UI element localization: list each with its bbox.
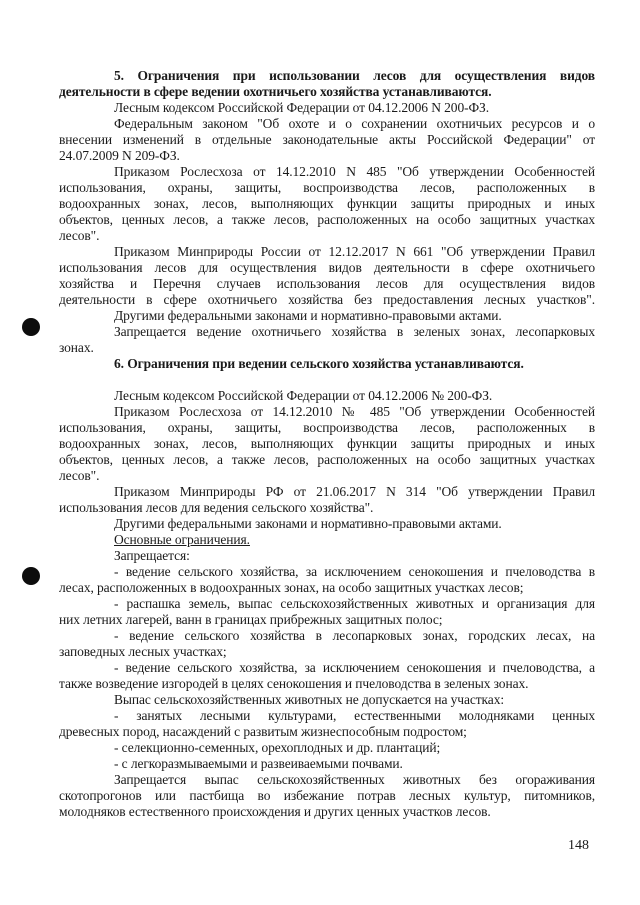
- list-item-line: - ведение сельского хозяйства в лесопарковых зонах, городских лесах, на: [114, 628, 595, 643]
- list-item-line: - ведение сельского хозяйства, за исключением сенокошения и пчеловодства в: [114, 564, 595, 579]
- list-item-line: - селекционно-семенных, орехоплодных и др. плантаций;: [114, 740, 441, 755]
- paragraph-line: водоохранных зонах, лесов, выполняющих функции защиты природных и иных: [59, 436, 595, 451]
- paragraph-line: Запрещается:: [114, 548, 190, 563]
- paragraph-line: 24.07.2009 N 209-ФЗ.: [59, 148, 180, 163]
- punch-hole: [22, 318, 40, 336]
- paragraph-line: объектов, ценных лесов, а также лесов, расположенных на особо защитных участках: [59, 212, 595, 227]
- paragraph-line: Другими федеральными законами и нормативно-правовыми актами.: [114, 516, 502, 531]
- paragraph-line: Приказом Минприроды России от 12.12.2017 N 661 "Об утверждении Правил: [114, 244, 595, 259]
- paragraph-line: молодняков естественного происхождения и других ценных участков лесов.: [59, 804, 491, 819]
- paragraph-line: Запрещается ведение охотничьего хозяйства в зеленых зонах, лесопарковых: [114, 324, 595, 339]
- paragraph-line: использования, охраны, защиты, воспроизводства лесов, расположенных в: [59, 420, 595, 435]
- paragraph-line: хозяйства и Перечня случаев использования лесов для осуществления видов: [59, 276, 595, 291]
- list-item-line: них летних лагерей, ванн в границах прибрежных защитных полос;: [59, 612, 443, 627]
- paragraph-line: водоохранных зонах, лесов, выполняющих функции защиты природных и иных: [59, 196, 595, 211]
- paragraph-line: использования лесов для ведения сельского хозяйства".: [59, 500, 374, 515]
- paragraph-line: объектов, ценных лесов, а также лесов, расположенных на особо защитных участках: [59, 452, 595, 467]
- paragraph-line: Федеральным законом "Об охоте и о сохранении охотничьих ресурсов и о: [114, 116, 595, 131]
- subheading-main-restrictions: Основные ограничения.: [114, 532, 250, 547]
- section-6-heading: 6. Ограничения при ведении сельского хозяйства устанавливаются.: [114, 356, 524, 371]
- paragraph-line: использования, охраны, защиты, воспроизводства лесов, расположенных в: [59, 180, 595, 195]
- paragraph-line: использования лесов для осуществления видов деятельности в сфере охотничьего: [59, 260, 595, 275]
- paragraph-line: Приказом Минприроды РФ от 21.06.2017 N 314 "Об утверждении Правил: [114, 484, 595, 499]
- section-5-heading: 5. Ограничения при использовании лесов для осуществления видов: [114, 68, 595, 83]
- punch-hole: [22, 567, 40, 585]
- paragraph-line: деятельности в сфере охотничьего хозяйства без предоставления лесных участков".: [59, 292, 595, 307]
- paragraph-line: Лесным кодексом Российской Федерации от 04.12.2006 N 200-ФЗ.: [114, 100, 489, 115]
- list-item-line: - занятых лесными культурами, естественными молодняками ценных: [114, 708, 595, 723]
- paragraph-line: Другими федеральными законами и нормативно-правовыми актами.: [114, 308, 502, 323]
- paragraph-line: зонах.: [59, 340, 94, 355]
- paragraph-line: лесов".: [59, 468, 100, 483]
- list-item-line: заповедных лесных участках;: [59, 644, 227, 659]
- list-item-line: также возведение изгородей в целях сенокошения и пчеловодства в зеленых зонах.: [59, 676, 529, 691]
- paragraph-line: лесов".: [59, 228, 100, 243]
- paragraph-line: Запрещается выпас сельскохозяйственных животных без огораживания: [114, 772, 595, 787]
- paragraph-line: Лесным кодексом Российской Федерации от 04.12.2006 № 200-ФЗ.: [114, 388, 493, 403]
- list-item-line: древесных пород, насаждений с развитым жизнеспособным подростом;: [59, 724, 467, 739]
- paragraph-line: внесении изменений в отдельные законодательные акты Российской Федерации" от: [59, 132, 595, 147]
- paragraph-line: Выпас сельскохозяйственных животных не допускается на участках:: [114, 692, 504, 707]
- list-item-line: - распашка земель, выпас сельскохозяйственных животных и организация для: [114, 596, 595, 611]
- section-5-heading: деятельности в сфере ведении охотничьего хозяйства устанавливаются.: [59, 84, 492, 99]
- paragraph-line: Приказом Рослесхоза от 14.12.2010 N 485 "Об утверждении Особенностей: [114, 164, 595, 179]
- paragraph-line: скотопрогонов или пастбища во избежание потрав лесных культур, питомников,: [59, 788, 595, 803]
- page-number: 148: [568, 838, 589, 853]
- paragraph-line: Приказом Рослесхоза от 14.12.2010 № 485 "Об утверждении Особенностей: [114, 404, 595, 419]
- list-item-line: лесах, расположенных в водоохранных зонах, на особо защитных участках лесов;: [59, 580, 524, 595]
- list-item-line: - ведение сельского хозяйства, за исключением сенокошения и пчеловодства, а: [114, 660, 595, 675]
- list-item-line: - с легкоразмываемыми и развеиваемыми почвами.: [114, 756, 403, 771]
